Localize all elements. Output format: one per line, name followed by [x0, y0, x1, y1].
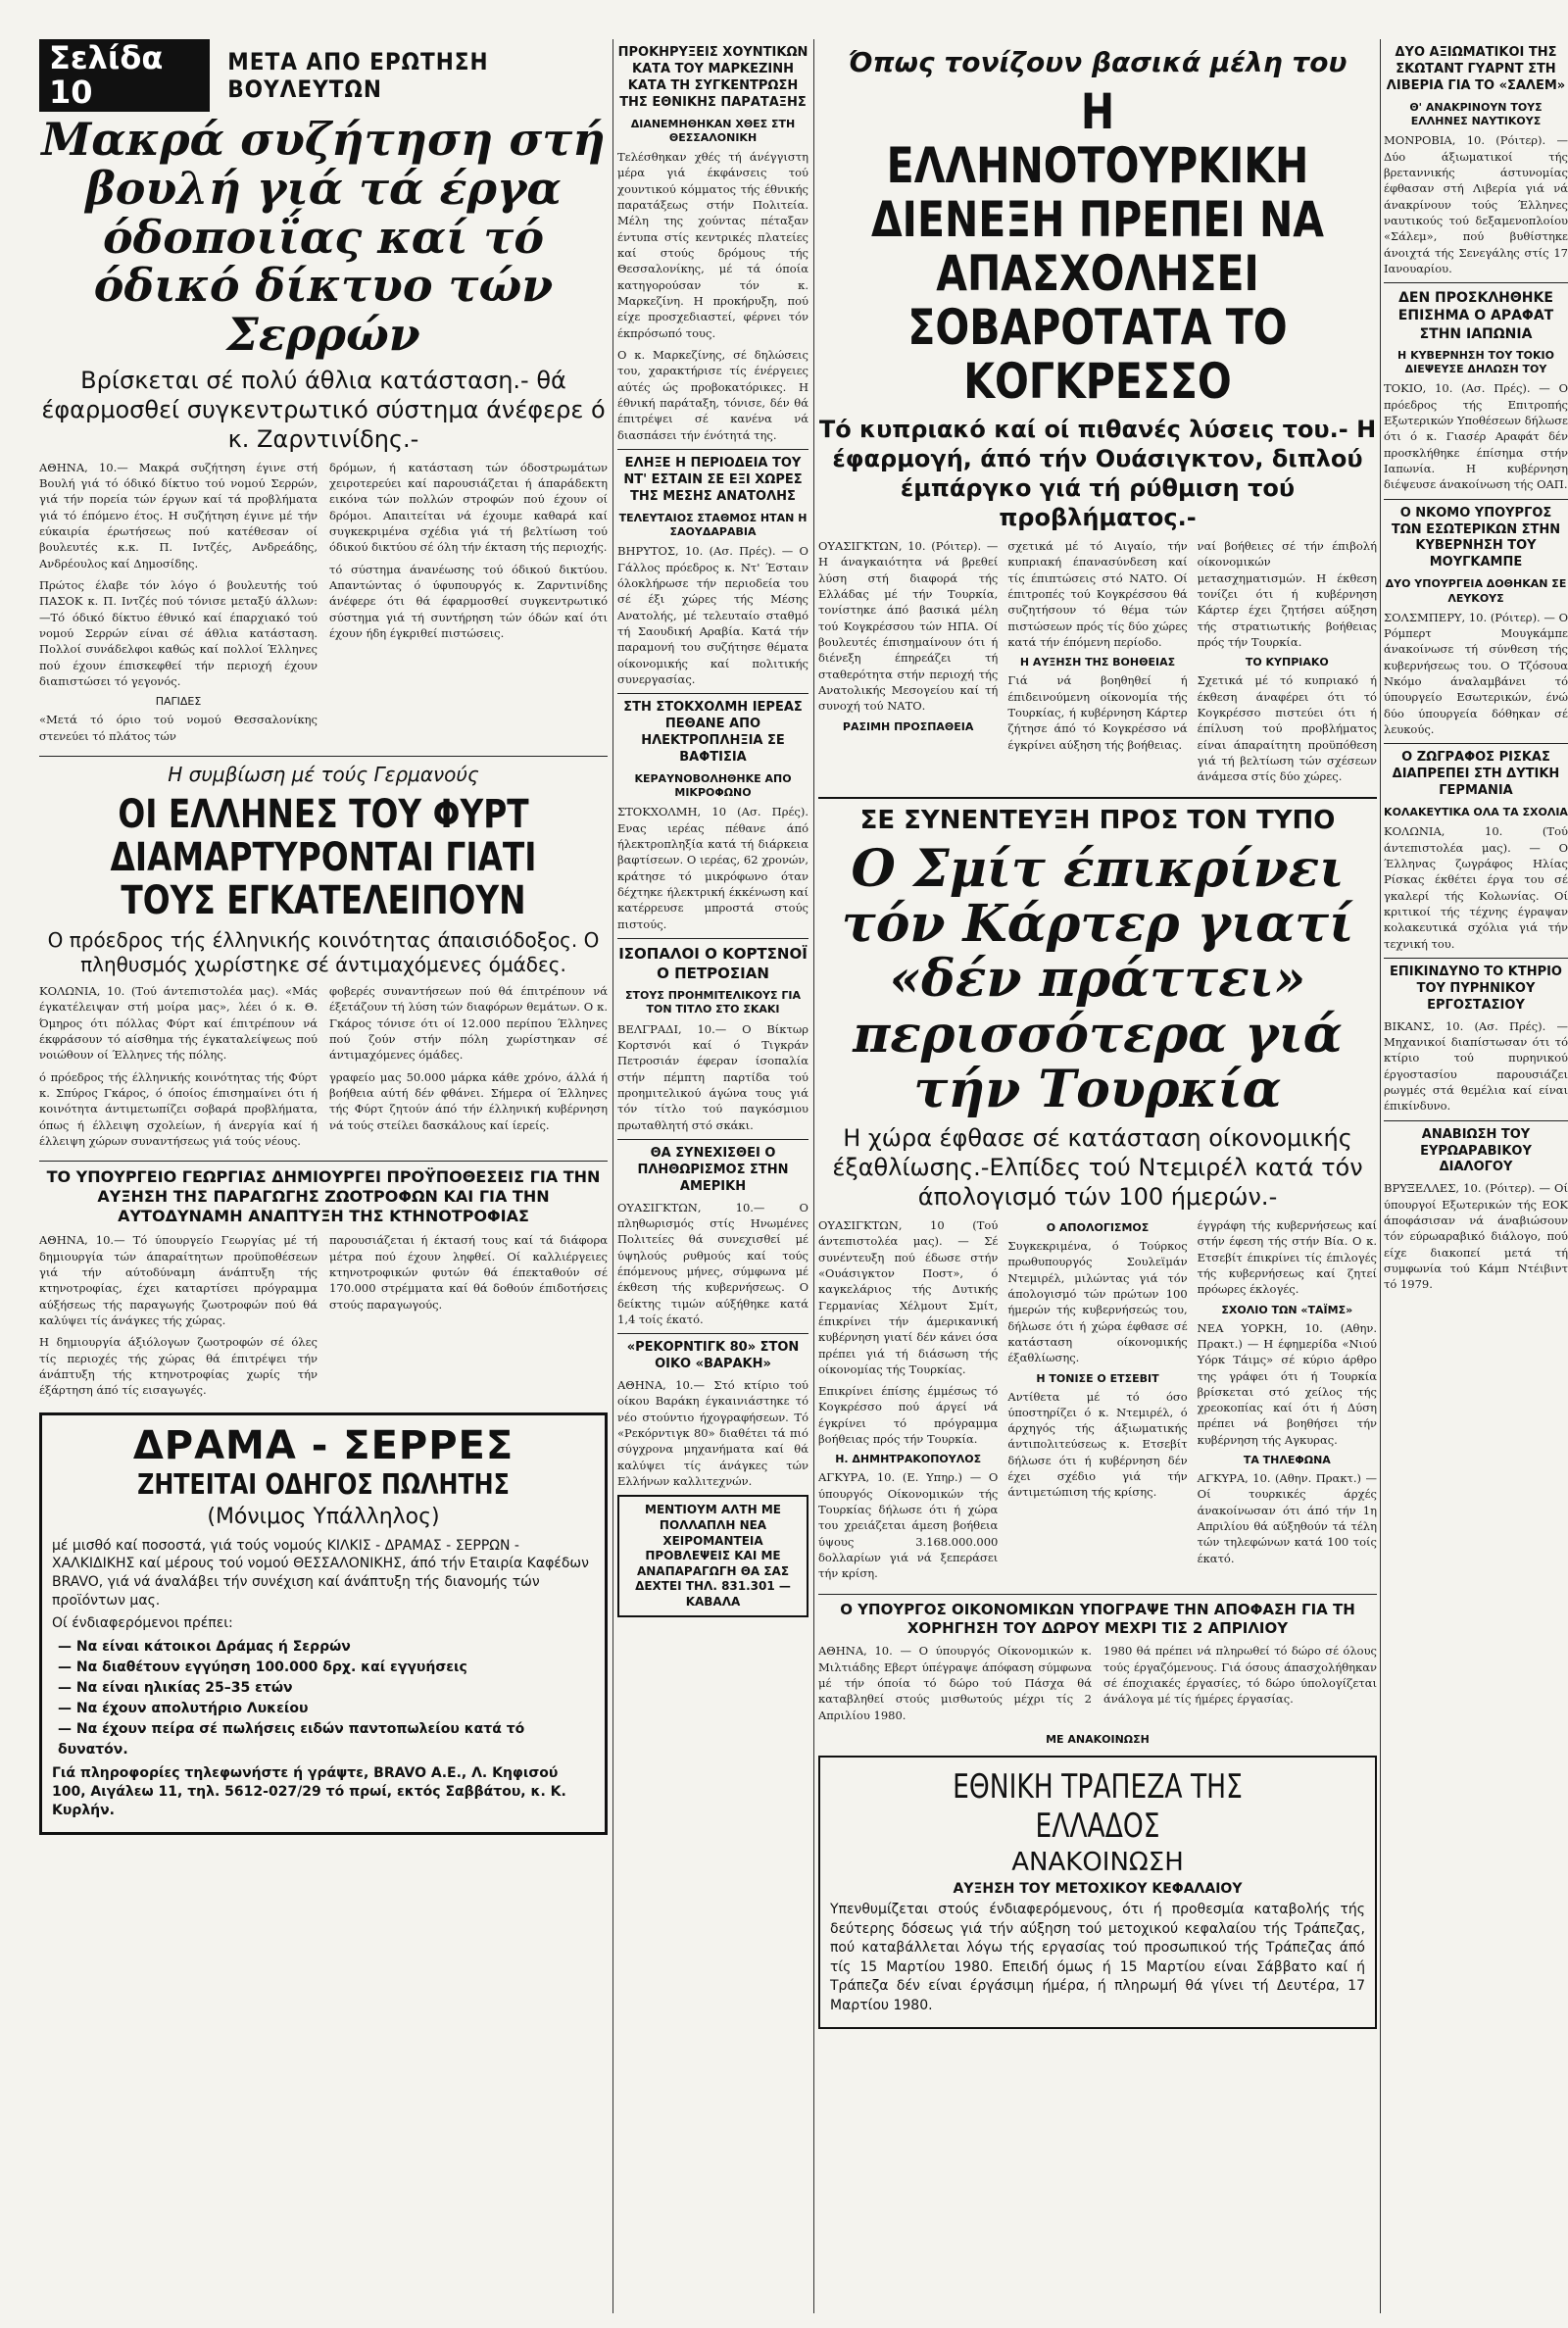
subhead: ΚΕΡΑΥΝΟΒΟΛΗΘΗΚΕ ΑΠΟ ΜΙΚΡΟΦΩΝΟ [634, 771, 792, 800]
paragraph: ΚΟΛΩΝΙΑ, 10. (Τού άντεπιστολέα μας). «Μάς έγκατέλειψαν στή μοίρα μας», λέει ό κ. Θ. Όμηρος ότι πόλλας Φύρτ καί έπιτρέπουν νά έκφράσουν τό αίσθημα τής έγκαταλείψεως πού νοιώθουν οί Έλληνες τής πόλης. [39, 983, 318, 1063]
subhead: ΣΧΟΛΙΟ ΤΩΝ «ΤΑΪΜΣ» [1221, 1303, 1353, 1316]
headline: ΤΟ ΥΠΟΥΡΓΕΙΟ ΓΕΩΡΓΙΑΣ ΔΗΜΙΟΥΡΓΕΙ ΠΡΟΫΠΟΘΕΣΕΙΣ ΓΙΑ ΤΗΝ ΑΥΞΗΣΗ ΤΗΣ ΠΑΡΑΓΩΓΗΣ ΖΩΟΤΡΟΦΩΝ ΚΑΙ ΓΙΑ ΤΗΝ ΑΥΤΟΔΥΝΑΜΗ ΑΝΑΠΤΥΞΗ ΤΗΣ ΚΤΗΝΟΤΡΟΦΙΑΣ [46, 1167, 601, 1226]
headline: ΘΑ ΣΥΝΕΧΙΣΘΕΙ Ο ΠΛΗΘΩΡΙΣΜΟΣ ΣΤΗΝ ΑΜΕΡΙΚΗ [637, 1145, 789, 1194]
page-label: Σελίδα 10 [39, 39, 210, 112]
paragraph: Η δημιουργία άξιόλογων ζωοτροφών σέ όλες τίς περιοχές τής χώρας θά έπιτρέψει τήν άνάπτυξη τής κτηνοτροφίας χωρίς τήν έξάρτηση άπό τίς εισαγωγές. [39, 1335, 318, 1398]
subhead: ΚΟΛΑΚΕΥΤΙΚΑ ΟΛΑ ΤΑ ΣΧΟΛΙΑ [1384, 806, 1568, 819]
ad-requirement: — Να διαθέτουν εγγύηση 100.000 δρχ. καί εγγυήσεις [58, 1659, 467, 1675]
paragraph: ΜΟΝΡΟΒΙΑ, 10. (Ρόιτερ). — Δύο άξιωματικοί τής βρεταννικής άστυνομίας έφθασαν στή Λιβερία γιά νά άνακρίνουν τούς Έλληνες ναυτικούς τού δεξαμενοπλοίου «Σάλεμ», πού βυθίστηκε άνοιχτά τής Σενεγάλης στίς 17 Ιανουαρίου. [1384, 133, 1568, 275]
subhead: Η ΤΟΝΙΣΕ Ο ΕΤΣΕΒΙΤ [1036, 1371, 1159, 1385]
ad-subtitle: ΑΝΑΚΟΙΝΩΣΗ [1011, 1847, 1184, 1877]
story-kicker: ΜΕΤΑ ΑΠΟ ΕΡΩΤΗΣΗ ΒΟΥΛΕΥΤΩΝ [227, 48, 489, 104]
ad-text: μέ μισθό καί ποσοστά, γιά τούς νομούς ΚΙΛΚΙΣ - ΔΡΑΜΑΣ - ΣΕΡΡΩΝ - ΧΑΛΚΙΔΙΚΗΣ καί μέρους τού νομού ΘΕΣΣΑΛΟΝΙΚΗΣ, άπό τήν Εταιρία Καφέδων BRAVO, γιά νά άναλάβει τήν συνέχιση καί άνάπτυξη τής διανομής τών προϊόντων μας. [52, 1537, 589, 1610]
paragraph: ΟΥΑΣΙΓΚΤΩΝ, 10. (Ρόιτερ). — Η άναγκαιότητα νά βρεθεί λύση στή διαφορά τής Ελλάδας μέ τήν Τουρκία, τονίστηκε άπό βασικά μέλη τού Κογκρέσσου τών ΗΠΑ. Οί βουλευτές έπισημαίνουν ότι ή διένεξη έπηρεάζει τή σταθερότητα στήν περιοχή τής Ανατολικής Μεσογείου καί τή συνοχή τού ΝΑΤΟ. [818, 539, 999, 714]
paragraph: Συγκεκριμένα, ό Τούρκος πρωθυπουργός Σουλεϊμάν Ντεμιρέλ, μιλώντας γιά τόν άπολογισμό τών πρώτων 100 ήμερών τής κυβερνήσεώς του, δήλωσε ότι ή χώρα έφθασε σέ κατάσταση οίκονομικής έξαθλίωσης. [1007, 1238, 1188, 1365]
paragraph: παρουσιάζεται ή έκτασή τους καί τά διάφορα μέτρα πού έχουν ληφθεί. Οί καλλιέργειες κτηνοτροφικών φυτών θά έπεκταθούν σέ 170.000 στρέμματα καί θά δοθούν έπιδοτήσεις στούς παραγωγούς. [329, 1233, 608, 1312]
divider [1384, 499, 1568, 500]
divider [617, 693, 808, 694]
divider [39, 1161, 608, 1162]
headline: ΕΠΙΚΙΝΔΥΝΟ ΤΟ ΚΤΗΡΙΟ ΤΟΥ ΠΥΡΗΝΙΚΟΥ ΕΡΓΟΣΤΑΣΙΟΥ [1389, 965, 1562, 1013]
paragraph: ΑΘΗΝΑ, 10.— Στό κτίριο τού οίκου Βαράκη έγκαινιάστηκε τό νέο στούντιο ήχογραφήσεων. Τό «Ρεκόρντιγκ 80» διαθέτει τά πιό σύγχρονα μηχανήματα καί θά καλύψει τίς άνάγκες τών Ελλήνων καλλιτεχνών. [617, 1378, 808, 1488]
headline-deck: Τό κυπριακό καί οί πιθανές λύσεις του.- Η έφαρμογή, άπό τήν Ουάσιγκτον, διπλού έμπάργκο γιά τή ρύθμιση τού προβλήματος.- [818, 416, 1377, 531]
column-rule [1380, 39, 1381, 2313]
paragraph: ΟΥΑΣΙΓΚΤΩΝ, 10.— Ο πληθωρισμός στίς Ηνωμένες Πολιτείες θά συνεχισθεί μέ ύψηλούς ρυθμούς καί τούς έπόμενους μήνες, σύμφωνα μέ έκθεση τής κυβερνήσεως. Ο δείκτης τιμών αύξήθηκε κατά 1,4 τοίς έκατό. [617, 1200, 808, 1326]
ad-requirements-intro: Οί ένδιαφερόμενοι πρέπει: [52, 1615, 233, 1632]
headline: ΔΕΝ ΠΡΟΣΚΛΗΘΗΚΕ ΕΠΙΣΗΜΑ Ο ΑΡΑΦΑΤ ΣΤΗΝ ΙΑΠΩΝΙΑ [1397, 290, 1554, 342]
center-column [818, 39, 1377, 2029]
subhead: ΤΟ ΚΥΠΡΙΑΚΟ [1245, 656, 1329, 669]
story-body [818, 538, 1377, 791]
headline-deck: Η χώρα έφθασε σέ κατάσταση οίκονομικής έξαθλίωσης.-Ελπίδες τού Ντεμιρέλ κατά τόν άπολογισμό τών 100 ήμερών.- [832, 1123, 1363, 1211]
paragraph: ΤΟΚΙΟ, 10. (Ασ. Πρές). — Ο πρόεδρος τής Επιτροπής Εξωτερικών Υποθέσεων δήλωσε ότι ό κ. Γιασέρ Αραφάτ δέν προσκλήθηκε έπίσημα στήν Ιαπωνία. Η κυβέρνηση διέψευσε άνακοίνωση τής ΟΑΠ. [1384, 381, 1568, 492]
paragraph: ό πρόεδρος τής έλληνικής κοινότητας τής Φύρτ κ. Σπύρος Γκάρος, ό όποίος έπισημαίνει ότι ή κοινότητα άντιμετωπίζει σοβαρά προβλήματα, όπως ή έλλειψη σχολείων, ή άνεργία καί ή έλλειψη χώρων συναντήσεως γιά τούς νέους. [39, 1069, 318, 1148]
headline: Ο ΥΠΟΥΡΓΟΣ ΟΙΚΟΝΟΜΙΚΩΝ ΥΠΟΓΡΑΨΕ ΤΗΝ ΑΠΟΦΑΣΗ ΓΙΑ ΤΗ ΧΟΡΗΓΗΣΗ ΤΟΥ ΔΩΡΟΥ ΜΕΧΡΙ ΤΙΣ 2 ΑΠΡΙΛΙΟΥ [840, 1600, 1355, 1637]
paragraph: Πρώτος έλαβε τόν λόγο ό βουλευτής τού ΠΑΣΟΚ κ. Π. Ιντζές πού τόνισε μεταξύ άλλων: —Τό όδικό δίκτυο έθνικό καί έπαρχιακό τού νομού Σερρών είναι σέ άθλια κατάσταση. Πολλοί συνάδελφοι καθώς καί πολλοί Έλληνες πού έχουν έπισκεφθεί τήν περιοχή έχουν διαπιστώσει τό γεγονός. [39, 578, 318, 688]
headline: ΑΝΑΒΙΩΣΗ ΤΟΥ ΕΥΡΩΑΡΑΒΙΚΟΥ ΔΙΑΛΟΓΟΥ [1420, 1126, 1532, 1175]
paragraph: τό σύστημα άνανέωσης τού όδικού δικτύου. Απαντώντας ό ύφυπουργός κ. Ζαρντινίδης άνέφερε ότι θά έφαρμοσθεί συγκεντρωτικό σύστημα γιά τή συντήρηση τών όδών καί ότι έχουν ήδη έγκριθεί πιστώσεις. [329, 562, 608, 641]
headline: ΙΣΟΠΑΛΟΙ Ο ΚΟΡΤΣΝΟΪ Ο ΠΕΤΡΟΣΙΑΝ [618, 945, 808, 982]
ad-contact: Γιά πληροφορίες τηλεφωνήστε ή γράψτε, BRAVO Α.Ε., Λ. Κηφισού 100, Αιγάλεω 11, τηλ. 5612-027/29 τό πρωί, εκτός Σαββάτου, κ. Κ. Κυρλήν. [52, 1765, 566, 1818]
classified-ad: ΜΕΝΤΙΟΥΜ ΑΛΤΗ ΜΕ ΠΟΛΛΑΠΛΗ ΝΕΑ ΧΕΙΡΟΜΑΝΤΕΙΑ ΠΡΟΒΛΕΨΕΙΣ ΚΑΙ ΜΕ ΑΝΑΠΑΡΑΓΩΓΗ ΘΑ ΣΑΣ ΔΕΧΤΕΙ ΤΗΛ. 831.301 — ΚΑΒΑΛΑ [617, 1495, 808, 1617]
headline: Ο Σμίτ έπικρίνει τόν Κάρτερ γιατί «δέν πράττει» περισσότερα γιά τήν Τουρκία [841, 839, 1354, 1119]
paragraph: ΒΗΡΥΤΟΣ, 10. (Ασ. Πρές). — Ο Γάλλος πρόεδρος κ. Ντ' Έσταιν όλοκλήρωσε τήν περιοδεία του σέ έξι χώρες τής Μέσης Ανατολής, μέ τελευταίο σταθμό τή Σαουδική Αραβία. Κατά τήν παραμονή του συζήτησε θέματα οίκονομικής καί πολιτικής συνεργασίας. [617, 544, 808, 686]
ad-text: Υπενθυμίζεται στούς ένδιαφερόμενους, ότι ή προθεσμία καταβολής τής δεύτερης δόσεως γιά τήν αύξηση τού μετοχικού κεφαλαίου τής Τράπεζας, πού καταβάλλεται λόγω τής εργασίας τού προσωπικού τής Τράπεζας άπό τίς 15 Μαρτίου 1980. Επειδή όμως ή 15 Μαρτίου είναι Σάββατο καί ή Τράπεζα δέν είναι έργάσιμη ήμέρα, ή πληρωμή θά γίνει τή Δευτέρα, 17 Μαρτίου 1980. [830, 1901, 1365, 2013]
paragraph: 1980 θά πρέπει νά πληρωθεί τό δώρο σέ όλους τούς έργαζόμενους. Γιά όσους άπασχολήθηκαν σέ έποχιακές έργασίες, τό δώρο ύπολογίζεται άνάλογα μέ τίς ήμέρες έργασίας. [1103, 1644, 1377, 1707]
paragraph: Αντίθετα μέ τό όσο ύποστηρίζει ό κ. Ντεμιρέλ, ό άρχηγός τής άξιωματικής άντιπολιτεύσεως κ. Ετσεβίτ δήλωσε ότι ή κυβέρνηση δέν έχει σχέδιο γιά τήν άντιμετώπιση τής κρίσης. [1007, 1389, 1188, 1500]
subhead: Η ΚΥΒΕΡΝΗΣΗ ΤΟΥ ΤΟΚΙΟ ΔΙΕΨΕΥΣΕ ΔΗΛΩΣΗ ΤΟΥ [1397, 348, 1554, 376]
story-body [39, 983, 608, 1155]
paragraph: ΑΘΗΝΑ, 10. — Ο ύπουργός Οίκονομικών κ. Μιλτιάδης Εβερτ ύπέγραψε άπόφαση σύμφωνα μέ τήν όποία τό δώρο τού Πάσχα θά καταβληθεί στούς μισθωτούς μέχρι τίς 2 Απριλίου 1980. [818, 1644, 1092, 1722]
main-headline: Μακρά συζήτηση στή βουλή γιά τά έργα όδοποιΐας καί τό όδικό δίκτυο τών Σερρών [41, 113, 606, 362]
divider [1384, 1120, 1568, 1121]
divider [39, 756, 608, 757]
paragraph: Επικρίνει έπίσης έμμέσως τό Κογκρέσσο πού άργεί νά έγκρίνει τό πρόγραμμα βοήθειας πρός τήν Τουρκία. [818, 1384, 999, 1447]
paragraph: γραφείο μας 50.000 μάρκα κάθε χρόνο, άλλά ή βοήθεια αύτή δέν φθάνει. Σήμερα οί Έλληνες τής Φύρτ ζητούν άπό τήν έλληνική κυβέρνηση νά τούς στείλει δασκάλους καί ίερείς. [329, 1069, 608, 1132]
paragraph: σχετικά μέ τό Αιγαίο, τήν κυπριακή έπανασύνδεση καί τίς έπιπτώσεις στό ΝΑΤΟ. Οί έπιτροπές τού Κογκρέσσου θά συζητήσουν τό θέμα τών πιστώσεων πρός τίς δύο χώρες κατά τήν έπόμενη περίοδο. [1007, 539, 1188, 649]
paragraph: ΑΘΗΝΑ, 10.— Τό ύπουργείο Γεωργίας μέ τή δημιουργία τών άπαραίτητων προϋποθέσεων γιά τήν αύτοδύναμη άνάπτυξη τής κτηνοτροφίας, έχει καταρτίσει πρόγραμμα αύξήσεως τής παραγωγής ζωοτροφών πού θά καλύψει τίς άνάγκες τής χώρας. [39, 1233, 318, 1327]
subhead: Η ΑΥΞΗΣΗ ΤΗΣ ΒΟΗΘΕΙΑΣ [1019, 656, 1176, 669]
paragraph: έγγράφη τής κυβερνήσεως καί στήν έφεση τής στήν Βία. Ο κ. Ετσεβίτ έπικρίνει τίς έπιλογές τής κυβερνήσεως καί ζητεί πρόωρες έκλογές. [1197, 1217, 1377, 1297]
subhead: ΣΤΟΥΣ ΠΡΟΗΜΙΤΕΛΙΚΟΥΣ ΓΙΑ ΤΟΝ ΤΙΤΛΟ ΣΤΟ ΣΚΑΚΙ [625, 989, 801, 1016]
subhead: ΔΙΑΝΕΜΗΘΗΚΑΝ ΧΘΕΣ ΣΤΗ ΘΕΣΣΑΛΟΝΙΚΗ [630, 117, 796, 144]
paragraph: ναί βοήθειες σέ τήν έπιβολή οίκονομικών μετασχηματισμών. Η έκθεση τονίζει ότι ή κυβέρνηση Κάρτερ έχει ζητήσει αύξηση τής στρατιωτικής βοήθειας πρός τήν Τουρκία. [1197, 539, 1377, 649]
headline-deck: Βρίσκεται σέ πολύ άθλια κατάσταση.- θά έφαρμοσθεί συγκεντρωτικό σύστημα άνέφερε ό κ. Ζαρντινίδης.- [41, 366, 606, 453]
paragraph: ΚΟΛΩΝΙΑ, 10. (Τού άντεπιστολέα μας). — Ο Έλληνας ζωγράφος Ηλίας Ρίσκας έκθέτει έργα του σέ γκαλερί τής Κολωνίας. Οί κριτικοί τής τέχνης έγραψαν κολακευτικά σχόλια γιά τήν τεχνική του. [1384, 824, 1568, 951]
subhead: ΡΑΣΙΜΗ ΠΡΟΣΠΑΘΕΙΑ [842, 719, 974, 733]
subhead: ΤΕΛΕΥΤΑΙΟΣ ΣΤΑΘΜΟΣ ΗΤΑΝ Η ΣΑΟΥΔΑΡΑΒΙΑ [618, 511, 808, 539]
bank-announcement [818, 1756, 1377, 2030]
paragraph: ΒΡΥΞΕΛΛΕΣ, 10. (Ρόιτερ). — Οί ύπουργοί Εξωτερικών τής ΕΟΚ άποφάσισαν νά άναβιώσουν τόν εύρωαραβικό διάλογο, πού είχε διακοπεί μετά τή συμφωνία τού Κάμπ Ντέιβιντ τό 1979. [1384, 1181, 1568, 1292]
left-column [39, 39, 608, 1835]
ad-requirement: — Να έχουν απολυτήριο Λυκείου [58, 1701, 309, 1716]
paragraph: ΒΙΚΑΝΣ, 10. (Ασ. Πρές). — Μηχανικοί διαπίστωσαν ότι τό κτίριο τού πυρηνικού έργοστασίου παρουσιάζει ρωγμές στά θεμέλια καί είναι έπικίνδυνο. [1384, 1018, 1568, 1114]
divider [1384, 958, 1568, 959]
ad-title: ΕΘΝΙΚΗ ΤΡΑΠΕΖΑ ΤΗΣ ΕΛΛΑΔΟΣ [953, 1766, 1243, 1846]
ad-title: ΔΡΑΜΑ - ΣΕΡΡΕΣ [132, 1422, 514, 1468]
subhead: ΔΥΟ ΥΠΟΥΡΓΕΙΑ ΔΟΘΗΚΑΝ ΣΕ ΛΕΥΚΟΥΣ [1385, 577, 1567, 605]
paragraph: δρόμων, ή κατάσταση τών όδοστρωμάτων χειροτερεύει καί παρουσιάζεται ή άπαράδεκτη εικόνα τών πολλών στροφών πού έχουν οί δρόμοι. Απαιτείται νά έχουμε καθαρά καί συγκεκριμένα σχέδια γιά τή βελτίωση τού όδικού δικτύου σέ όλη τήν έκταση τής περιοχής. [329, 460, 608, 555]
right-column [1384, 39, 1568, 1299]
story-kicker: ΣΕ ΣΥΝΕΝΤΕΥΞΗ ΠΡΟΣ ΤΟΝ ΤΥΠΟ [859, 805, 1336, 835]
headline: Ο ΖΩΓΡΑΦΟΣ ΡΙΣΚΑΣ ΔΙΑΠΡΕΠΕΙ ΣΤΗ ΔΥΤΙΚΗ ΓΕΡΜΑΝΙΑ [1392, 750, 1560, 799]
story-body [818, 1643, 1377, 1729]
story-body [39, 460, 608, 750]
paragraph: Γιά νά βοηθηθεί ή έπιδεινούμενη οίκονομία τής Τουρκίας, ή κυβέρνηση Κάρτερ ζήτησε άπό τό Κογκρέσσο νά έγκρίνει αύξηση τής βοήθειας. [1007, 673, 1188, 752]
headline: ΔΥΟ ΑΞΙΩΜΑΤΙΚΟΙ ΤΗΣ ΣΚΩΤΑΝΤ ΓΥΑΡΝΤ ΣΤΗ ΛΙΒΕΡΙΑ ΓΙΑ ΤΟ «ΣΑΛΕΜ» [1386, 45, 1566, 93]
paragraph: φοβερές συναντήσεων πού θά έπιτρέπουν νά έξετάζουν τή λύση τών διαφόρων θεμάτων. Ο κ. Γκάρος τόνισε ότι οί 12.000 περίπου Έλληνες πού ζούν στήν πόλη χωρίστηκαν σέ άντιμαχόμενες όμάδες. [329, 983, 608, 1063]
paragraph: ΣΟΛΣΜΠΕΡΥ, 10. (Ρόιτερ). — Ο Ρόμπερτ Μουγκάμπε άνακοίνωσε τή σύνθεση τής κυβερνήσεως του. Ο Τζόσουα Νκόμο άναλαμβάνει τό ύπουργείο Εσωτερικών, ένώ δύο ύπουργεία δόθηκαν σέ λευκούς. [1384, 610, 1568, 737]
ad-heading: ΑΥΞΗΣΗ ΤΟΥ ΜΕΤΟΧΙΚΟΥ ΚΕΦΑΛΑΙΟΥ [953, 1880, 1243, 1897]
paragraph: ΑΘΗΝΑ, 10.— Μακρά συζήτηση έγινε στή Βουλή γιά τό όδικό δίκτυο τού νομού Σερρών, γιά τήν πορεία τών έργων καί τά προβλήματα γιά τό έπόμενο έτος. Η συζήτηση έγινε μέ τήν εύκαιρία έρωτήσεως πού κατέθεσαν οί βουλευτές κ.κ. Π. Ιντζές, Ανδρεάδης, Ανδρέουλος καί Δημοσίδης. [39, 460, 318, 570]
paragraph: Τελέσθηκαν χθές τή άνέγγιστη μέρα γιά έκφάνσεις τού χουντικού κόμματος τής έθνικής παρατάξεως στήν Πολιτεία. Μέλη της χούντας πέταξαν έντυπα στίς κεντρικές πλατείες καί στούς δρόμους τής Θεσσαλονίκης, μέ τά όποία κατηγορούσαν τόν κ. Μαρκεζίνη. Η προκήρυξη, πού είχε προσχεδιαστεί, φέρνει τόν έκπρόσωπό τους. [617, 150, 808, 340]
paragraph: «Μετά τό όριο τού νομού Θεσσαλονίκης στενεύει τό πλάτος τών [39, 713, 318, 743]
paragraph: Σχετικά μέ τό κυπριακό ή έκθεση άναφέρει ότι τό Κογκρέσσο πιστεύει ότι ή έπίλυση τού προβλήματος είναι άπαραίτητη προϋπόθεση γιά τή βελτίωση τών σχέσεων άνάμεσα στίς δύο χώρες. [1197, 673, 1377, 784]
paragraph: ΒΕΛΓΡΑΔΙ, 10.— Ο Βίκτωρ Κορτσνόι καί ό Τιγκράν Πετροσιάν έφεραν ίσοπαλία στήν πέμπτη παρτίδα τού προημιτελικού άγώνα τους γιά τόν τίτλο τού παγκόσμιου πρωταθλητή στό σκάκι. [617, 1021, 808, 1132]
subhead: Ο ΑΠΟΛΟΓΙΣΜΟΣ [1046, 1220, 1150, 1234]
paragraph: ΟΥΑΣΙΓΚΤΩΝ, 10 (Τού άντεπιστολέα μας). — Σέ συνέντευξη πού έδωσε στήν «Ουάσιγκτον Ποστ», ό καγκελάριος τής Δυτικής Γερμανίας Χέλμουτ Σμίτ, έπικρίνει τήν άμερικανική κυβέρνηση γιατί δέν κάνει όσα πρέπει γιά τή διάσωση τής οίκονομίας τής Τουρκίας. [818, 1217, 999, 1376]
divider [617, 1139, 808, 1140]
divider [818, 1594, 1377, 1595]
headline: ΣΤΗ ΣΤΟΚΧΟΛΜΗ ΙΕΡΕΑΣ ΠΕΘΑΝΕ ΑΠΟ ΗΛΕΚΤΡΟΠΛΗΞΙΑ ΣΕ ΒΑΦΤΙΣΙΑ [623, 700, 803, 765]
story-kicker: Η συμβίωση μέ τούς Γερμανούς [168, 762, 479, 786]
headline: ΟΙ ΕΛΛΗΝΕΣ ΤΟΥ ΦΥΡΤ ΔΙΑΜΑΡΤΥΡΟΝΤΑΙ ΓΙΑΤΙ ΤΟΥΣ ΕΓΚΑΤΕΛΕΙΠΟΥΝ [110, 791, 537, 923]
divider [818, 797, 1377, 799]
paragraph: ΣΤΟΚΧΟΛΜΗ, 10 (Ασ. Πρές). Ενας ιερέας πέθανε άπό ήλεκτροπληξία κατά τή διάρκεια βαφτίσεων. Ο ιερέας, 62 χρονών, κράτησε τό μικρόφωνο όταν δέχτηκε ήλεκτρική έκκένωση καί κατέρρευσε μπροστά στούς πιστούς. [617, 805, 808, 931]
ad-requirement: — Να έχουν πείρα σέ πωλήσεις ειδών παντοπωλείου κατά τό δυνατόν. [58, 1721, 525, 1758]
divider [617, 938, 808, 939]
story-body [818, 1217, 1377, 1588]
ad-requirement: — Να είναι κάτοικοι Δράμας ή Σερρών [58, 1639, 351, 1655]
paragraph: ΑΓΚΥΡΑ, 10. (Ε. Υπηρ.) — Ο ύπουργός Οίκονομικών τής Τουρκίας δήλωσε ότι ή χώρα του χρειάζεται άμεση βοήθεια ύψους 3.168.000.000 δολλαρίων γιά νά ξεπεράσει τήν κρίση. [818, 1470, 999, 1581]
column-rule [813, 39, 814, 2313]
subhead: Θ' ΑΝΑΚΡΙΝΟΥΝ ΤΟΥΣ ΕΛΛΗΝΕΣ ΝΑΥΤΙΚΟΥΣ [1409, 100, 1543, 127]
divider [617, 1333, 808, 1334]
subhead: ΤΑ ΤΗΛΕΦΩΝΑ [1243, 1454, 1331, 1467]
headline: ΠΡΟΚΗΡΥΞΕΙΣ ΧΟΥΝΤΙΚΩΝ ΚΑΤΑ ΤΟΥ ΜΑΡΚΕΖΙΝΗ ΚΑΤΑ ΤΗ ΣΥΓΚΕΝΤΡΩΣΗ ΤΗΣ ΕΘΝΙΚΗΣ ΠΑΡΑΤΑΞΗΣ [617, 45, 808, 110]
ad-requirement: — Να είναι ηλικίας 25–35 ετών [58, 1680, 293, 1696]
story-body [39, 1232, 608, 1404]
paragraph: ΑΓΚΥΡΑ, 10. (Αθην. Πρακτ.) — Οί τουρκικές άρχές άνακοίνωσαν ότι άπό τήν 1η Απριλίου θά αύξηθούν τά τέλη τών τηλεφώνων κατά 100 τοίς έκατό. [1197, 1471, 1377, 1565]
classified-ad [39, 1412, 608, 1835]
paragraph: ΝΕΑ ΥΟΡΚΗ, 10. (Αθην. Πρακτ.) — Η έφημερίδα «Νιού Υόρκ Τάιμς» σέ κύριο άρθρο της γράφει ότι ή Τουρκία βρίσκεται στό χείλος τής χρεοκοπίας καί ότι ή Δύση πρέπει νά βοηθήσει τήν κυβέρνηση τής Αγκυρας. [1197, 1320, 1377, 1447]
divider [1384, 282, 1568, 283]
headline: ΕΛΗΞΕ Η ΠΕΡΙΟΔΕΙΑ ΤΟΥ ΝΤ' ΕΣΤΑΙΝ ΣΕ ΕΞΙ ΧΩΡΕΣ ΤΗΣ ΜΕΣΗΣ ΑΝΑΤΟΛΗΣ [623, 456, 803, 504]
subhead: ΠΑΓΙΔΕΣ [155, 695, 202, 709]
paragraph: Ο κ. Μαρκεζίνης, σέ δηλώσεις του, χαρακτήρισε τίς ένέργειες αύτές ώς προβοκατόρικες. Η έθνική παράταξη, τόνισε, δέν θά έπιτρέψει σέ κανένα νά διασπάσει τήν ένότητά της. [617, 348, 808, 442]
headline: «ΡΕΚΟΡΝΤΙΓΚ 80» ΣΤΟΝ ΟΙΚΟ «ΒΑΡΑΚΗ» [626, 1340, 800, 1372]
ad-subtitle: ΖΗΤΕΙΤΑΙ ΟΔΗΓΟΣ ΠΩΛΗΤΗΣ [137, 1467, 510, 1501]
story-kicker: Όπως τονίζουν βασικά μέλη του [848, 46, 1348, 78]
subhead: ΜΕ ΑΝΑΚΟΙΝΩΣΗ [1046, 1732, 1150, 1746]
headline-deck: Ο πρόεδρος τής έλληνικής κοινότητας άπαισιόδοξος. Ο πληθυσμός χωρίστηκε σέ άντιμαχόμενες όμάδες. [47, 927, 600, 976]
subhead: Η. ΔΗΜΗΤΡΑΚΟΠΟΥΛΟΣ [835, 1453, 982, 1466]
divider [617, 449, 808, 450]
divider [1384, 743, 1568, 744]
main-headline: Η ΕΛΛΗΝΟΤΟΥΡΚΙΚΗ ΔΙΕΝΕΞΗ ΠΡΕΠΕΙ ΝΑ ΑΠΑΣΧΟΛΗΣΕΙ ΣΟΒΑΡΟΤΑΤΑ ΤΟ ΚΟΓΚΡΕΣΣΟ [870, 83, 1325, 410]
narrow-column [617, 39, 808, 1617]
ad-note: (Μόνιμος Υπάλληλος) [207, 1504, 440, 1529]
column-rule [612, 39, 613, 2313]
headline: Ο ΝΚΟΜΟ ΥΠΟΥΡΓΟΣ ΤΩΝ ΕΣΩΤΕΡΙΚΩΝ ΣΤΗΝ ΚΥΒΕΡΝΗΣΗ ΤΟΥ ΜΟΥΓΚΑΜΠΕ [1391, 505, 1561, 570]
